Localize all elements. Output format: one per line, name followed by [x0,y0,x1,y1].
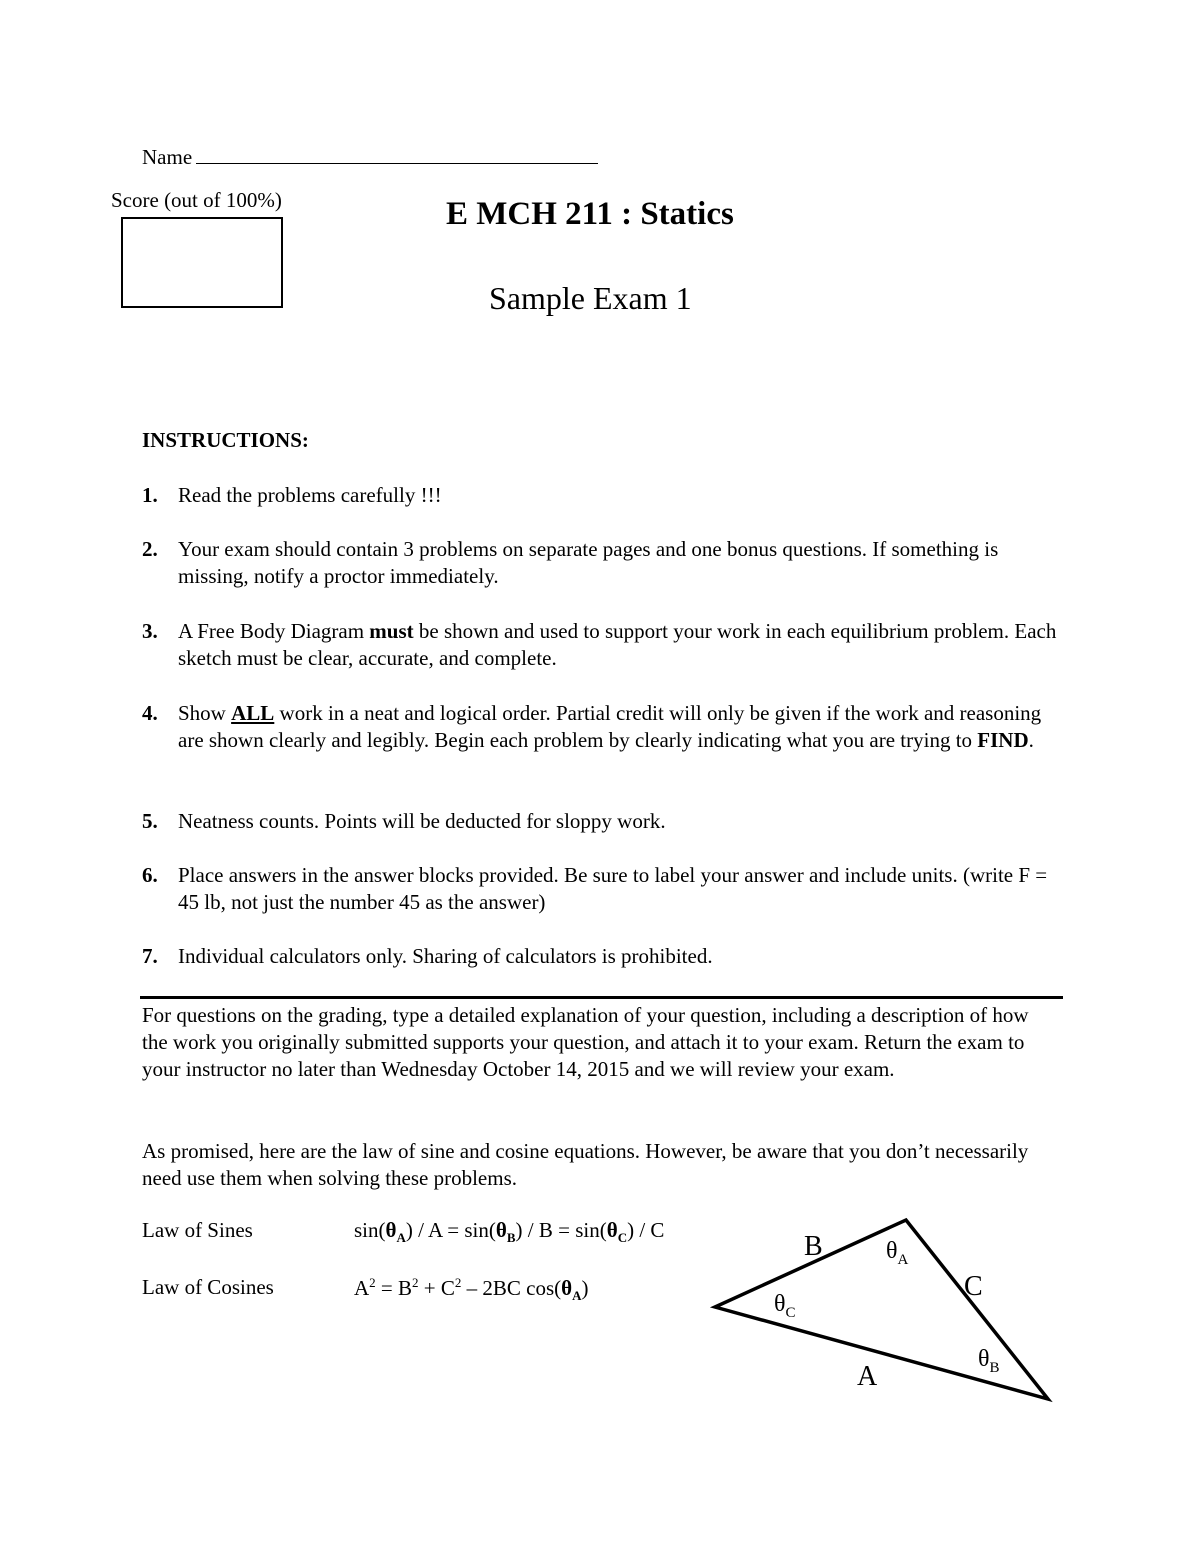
instruction-number: 5. [142,809,158,833]
law-of-sines-label: Law of Sines [142,1218,253,1242]
instruction-number: 4. [142,701,158,725]
instruction-item [142,700,1072,754]
side-label-c: C [964,1271,983,1302]
instruction-number: 3. [142,619,158,643]
instruction-item [142,482,1072,509]
score-box[interactable] [121,217,283,308]
name-field[interactable] [142,143,598,170]
angle-label-theta-a: $\theta_A$ [886,1238,909,1268]
grading-note: For questions on the grading, type a detailed explanation of your question, including a description of how the work you originally submitted supports your question, and attach it to your exam. Return the exam to your instructor no later than Wednesday October 14, 2015 and we will review your exam. [142,1003,1029,1081]
triangle-diagram [700,1205,1070,1415]
instructions-heading: INSTRUCTIONS: [142,428,309,452]
laws-intro: As promised, here are the law of sine and cosine equations. However, be aware that you don’t necessarily need use them when solving these problems. [142,1139,1029,1190]
instruction-item [142,808,1072,835]
instruction-item [142,536,1072,590]
law-of-cosines-label: Law of Cosines [142,1275,274,1299]
instruction-text: Show ALL work in a neat and logical order. Partial credit will only be given if the work and reasoning are shown clearly and legibly. Begin each problem by clearly indicating what you are trying to FIND. [178,701,1042,752]
section-divider [140,996,1063,999]
side-label-a: A [857,1361,878,1392]
instruction-number: 6. [142,863,158,887]
instruction-text: Your exam should contain 3 problems on separate pages and one bonus questions. If something is missing, notify a proctor immediately. [178,537,999,588]
law-of-sines-equation: $\sin(\theta_A) / A = \sin(\theta_B) / B = \sin(\theta_C) / C$ [354,1218,665,1246]
instruction-number: 7. [142,944,158,968]
instruction-number: 1. [142,483,158,507]
law-of-cosines-equation: $A^2 = B^2 + C^2 - 2BC$ $\cos(\theta_A)$ [354,1275,589,1304]
exam-title: Sample Exam 1 [489,280,692,316]
instruction-text: Individual calculators only. Sharing of calculators is prohibited. [178,944,713,968]
instruction-text: Neatness counts. Points will be deducted for sloppy work. [178,809,666,833]
instruction-item [142,618,1072,672]
instruction-text: Read the problems carefully !!! [178,483,442,507]
instruction-text: A Free Body Diagram must be shown and used to support your work in each equilibrium problem. Each sketch must be clear, accurate, and complete. [178,619,1057,670]
instruction-text: Place answers in the answer blocks provided. Be sure to label your answer and include units. (write F = 45 lb, not just the number 45 as the answer) [178,863,1048,914]
name-label: Name [142,145,193,169]
instruction-item [142,943,1072,970]
course-title: E MCH 211 : Statics [446,196,734,232]
angle-label-theta-b: $\theta_B$ [978,1346,1000,1376]
name-blank-line[interactable] [196,143,598,164]
score-label: Score (out of 100%) [111,188,282,212]
instruction-number: 2. [142,537,158,561]
instruction-item [142,862,1072,916]
angle-label-theta-c: $\theta_C$ [774,1291,796,1321]
side-label-b: B [804,1231,823,1262]
